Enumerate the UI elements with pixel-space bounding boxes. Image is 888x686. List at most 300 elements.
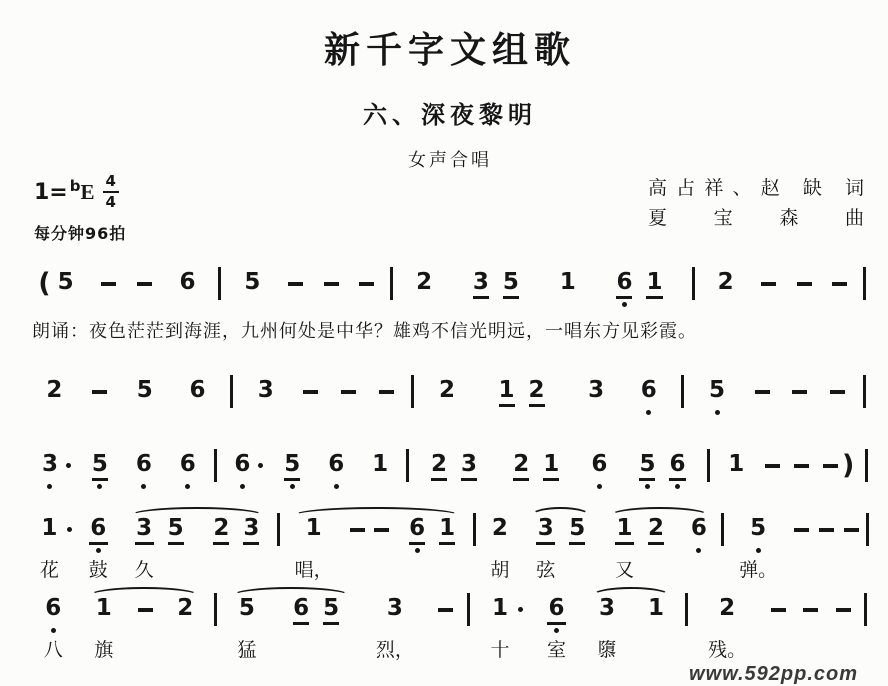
underline-spacer <box>439 404 455 407</box>
digit-glyph: 1 <box>728 451 745 477</box>
duration-dash <box>789 517 814 532</box>
note <box>577 453 621 489</box>
digit-glyph: 2 <box>717 269 734 295</box>
note <box>162 271 213 307</box>
eighth-underline <box>89 542 108 545</box>
score-line <box>26 441 874 489</box>
note <box>166 453 210 489</box>
duration-dash <box>794 597 826 612</box>
digit-glyph: 5 <box>91 451 108 477</box>
barline-glyph <box>214 593 217 626</box>
digit-glyph: 1 <box>491 595 508 621</box>
song-subtitle: 六、深夜黎明 <box>363 103 537 129</box>
lyric: 十 <box>490 640 510 661</box>
ensemble-label: 女声合唱 <box>408 150 492 170</box>
eighth-underline <box>473 296 489 299</box>
note <box>358 453 402 489</box>
digit-glyph: 1 <box>41 515 58 541</box>
eighth-underline <box>135 542 154 545</box>
note <box>220 453 270 489</box>
lyric: 隳 <box>597 640 617 661</box>
barline-glyph <box>865 449 868 482</box>
digit-glyph: 2 <box>439 377 456 403</box>
augmentation-dot <box>258 463 263 468</box>
digit-glyph: 5 <box>238 595 255 621</box>
octave-dot-spacer <box>734 484 739 489</box>
note-digit <box>662 453 692 489</box>
dash-glyph <box>797 282 812 286</box>
digit-glyph: 2 <box>416 269 433 295</box>
underline-spacer <box>591 478 607 481</box>
octave-dot-spacer <box>445 548 450 553</box>
close-paren: ) <box>842 450 855 481</box>
digit-glyph: 5 <box>709 377 726 403</box>
barline-glyph <box>692 267 695 300</box>
score-line <box>26 367 874 415</box>
lyric: 八 <box>43 640 63 661</box>
slur-group <box>600 517 719 583</box>
digit-glyph: 1 <box>439 515 456 541</box>
octave-dot-spacer <box>142 410 147 415</box>
meta-row <box>26 174 874 244</box>
barline-glyph <box>390 267 393 300</box>
duration-dash <box>751 271 787 286</box>
note <box>28 268 91 307</box>
duration-dash <box>330 379 368 394</box>
duration-dash <box>839 517 864 532</box>
barline-glyph <box>473 513 476 546</box>
augmentation-dot <box>67 527 72 532</box>
barline <box>462 597 475 626</box>
octave-dot-spacer <box>183 628 188 633</box>
notation-line-2 <box>26 367 874 415</box>
note-digit <box>172 271 202 307</box>
octave-dot-spacer <box>652 302 657 307</box>
note <box>582 597 633 663</box>
eighth-underline <box>92 478 108 481</box>
lyric: 弦 <box>536 560 556 581</box>
duration-dash <box>781 379 819 394</box>
low-octave-dot <box>334 484 339 489</box>
eighth-underline <box>293 622 309 625</box>
dash-glyph <box>771 608 786 612</box>
eighth-underline <box>284 478 300 481</box>
dash-glyph <box>303 390 318 394</box>
note-digit <box>641 517 671 553</box>
underline-spacer <box>372 478 388 481</box>
octave-dot-spacer <box>392 628 397 633</box>
digit-glyph: 6 <box>591 451 608 477</box>
low-octave-dot <box>141 484 146 489</box>
underline-spacer <box>46 404 62 407</box>
low-octave-dot <box>675 484 680 489</box>
eighth-underline <box>639 478 655 481</box>
octave-dot-spacer <box>263 410 268 415</box>
octave-dot-spacer <box>445 410 450 415</box>
digit-glyph: 3 <box>460 451 477 477</box>
dash-glyph <box>138 608 153 612</box>
octave-dot-spacer <box>378 484 383 489</box>
digit-glyph: 3 <box>243 515 260 541</box>
duration-dash <box>278 271 314 286</box>
slur-group <box>79 597 210 663</box>
eighth-underline <box>243 542 259 545</box>
underline-spacer <box>490 622 509 625</box>
underline-spacer <box>560 296 576 299</box>
underline-spacer <box>42 478 58 481</box>
dash-glyph <box>92 390 107 394</box>
note <box>700 271 751 307</box>
flat-sign: b <box>69 177 81 195</box>
note-digit <box>33 517 66 583</box>
augmentation-dot <box>66 463 71 468</box>
octave-dot-spacer <box>478 302 483 307</box>
key-tonic: E <box>80 179 95 204</box>
note-digit <box>684 517 714 553</box>
beam-group <box>495 453 577 489</box>
note-digit <box>288 517 340 583</box>
digit-glyph: 1 <box>95 595 112 621</box>
lyric: 室 <box>546 640 566 661</box>
octave-dot-spacer <box>195 410 200 415</box>
digit-glyph: 6 <box>189 377 206 403</box>
duration-dash <box>81 379 119 394</box>
underline-spacer <box>177 622 193 625</box>
beam-group <box>413 453 495 489</box>
digit-glyph: 6 <box>45 595 62 621</box>
digit-glyph: 3 <box>257 377 274 403</box>
score-line <box>26 259 874 307</box>
octave-dot-spacer <box>436 484 441 489</box>
barline <box>856 379 871 408</box>
octave-dot-spacer <box>519 484 524 489</box>
note-digit <box>639 271 669 307</box>
note-digit <box>321 453 351 489</box>
barline <box>686 271 700 300</box>
duration-dash <box>787 271 823 286</box>
note-digit <box>608 517 641 583</box>
dash-glyph <box>794 464 809 468</box>
digit-glyph: 2 <box>213 515 230 541</box>
underline-spacer <box>709 404 725 407</box>
dash-glyph <box>832 282 847 286</box>
note <box>28 379 81 415</box>
barline-glyph <box>681 375 684 408</box>
barline <box>402 453 413 482</box>
note-digit <box>402 517 432 553</box>
note-digit <box>483 597 516 663</box>
barline-glyph <box>467 593 470 626</box>
beam-group <box>120 517 199 583</box>
digit-glyph: 1 <box>543 451 560 477</box>
note <box>531 597 582 663</box>
eighth-underline <box>669 478 685 481</box>
slur-group <box>582 597 680 663</box>
lyric: 烈， <box>375 640 414 661</box>
dash-glyph <box>765 464 780 468</box>
lyric: 残。 <box>708 640 747 661</box>
note <box>399 271 450 307</box>
note-digit <box>496 271 526 307</box>
duration-dash <box>762 597 794 612</box>
digit-glyph: 2 <box>528 377 545 403</box>
duration-dash <box>313 271 349 286</box>
note <box>283 517 345 583</box>
underline-spacer <box>40 542 59 545</box>
underline-spacer <box>728 478 744 481</box>
octave-dot-spacer <box>47 548 52 553</box>
time-signature <box>103 174 119 210</box>
note <box>542 271 593 307</box>
note <box>478 517 521 583</box>
underline-spacer <box>598 622 617 625</box>
digit-glyph: 1 <box>498 377 515 403</box>
digit-glyph: 6 <box>616 269 633 295</box>
digit-glyph: 3 <box>386 595 403 621</box>
octave-dot-spacer <box>311 548 316 553</box>
octave-dot-spacer <box>549 484 554 489</box>
beam-group <box>521 517 600 583</box>
slur-group <box>283 517 470 583</box>
notation-line-3 <box>26 441 874 489</box>
note <box>78 453 122 489</box>
barline <box>859 597 872 626</box>
note-digit <box>128 517 161 583</box>
digit-glyph: 3 <box>537 515 554 541</box>
underline-spacer <box>490 542 509 545</box>
octave-dot-spacer <box>508 302 513 307</box>
barline <box>704 453 715 482</box>
note-digit <box>161 517 191 553</box>
score-line <box>26 505 874 583</box>
note <box>421 379 474 415</box>
barline-glyph <box>863 375 866 408</box>
dash-glyph <box>324 282 339 286</box>
note <box>714 453 758 489</box>
underline-spacer <box>136 478 152 481</box>
slur-group <box>120 517 275 583</box>
barline <box>861 453 872 482</box>
lyric: 鼓 <box>88 560 108 581</box>
eighth-underline <box>529 404 545 407</box>
digit-glyph: 3 <box>136 515 153 541</box>
duration-dash <box>367 379 405 394</box>
note <box>28 597 79 663</box>
low-octave-dot <box>240 484 245 489</box>
note-digit <box>721 453 751 489</box>
barline <box>470 517 478 546</box>
octave-dot-spacer <box>219 548 224 553</box>
digit-glyph: 2 <box>430 451 447 477</box>
note-digit <box>39 379 69 415</box>
note-digit <box>553 271 583 307</box>
note-digit <box>236 517 266 553</box>
note <box>239 379 292 415</box>
barline <box>864 517 872 546</box>
underline-spacer <box>739 542 777 545</box>
note-digit <box>286 597 316 633</box>
note <box>122 453 166 489</box>
note <box>28 517 77 583</box>
lyric: 胡 <box>490 560 510 581</box>
page-title: 新千字文组歌 <box>323 30 576 70</box>
dash-glyph <box>830 390 845 394</box>
octave-dot-spacer <box>244 628 249 633</box>
lyric: 花 <box>39 560 59 581</box>
eighth-underline <box>168 542 184 545</box>
octave-dot-spacer <box>622 548 627 553</box>
note <box>79 597 130 663</box>
underline-spacer <box>376 622 414 625</box>
octave-dot-spacer <box>63 302 68 307</box>
eighth-underline <box>513 478 529 481</box>
digit-glyph: 6 <box>409 515 426 541</box>
note-digit <box>182 379 212 415</box>
eighth-underline <box>648 542 664 545</box>
watermark-row <box>26 663 874 686</box>
eighth-underline <box>499 404 515 407</box>
eighth-underline <box>569 542 585 545</box>
digit-glyph: 6 <box>293 595 310 621</box>
beam-group <box>593 271 686 307</box>
note <box>692 597 762 663</box>
note <box>622 379 675 415</box>
digit-glyph: 1 <box>305 515 322 541</box>
low-octave-dot <box>756 548 761 553</box>
duration-dash <box>758 453 787 468</box>
note-digit <box>365 453 395 489</box>
dash-glyph <box>844 528 859 532</box>
notation-line-1 <box>26 259 874 307</box>
digit-glyph: 6 <box>640 377 657 403</box>
dash-glyph <box>438 608 453 612</box>
digit-glyph: 6 <box>135 451 152 477</box>
low-octave-dot <box>646 410 651 415</box>
octave-dot-spacer <box>654 548 659 553</box>
note-digit <box>432 517 462 553</box>
dash-glyph <box>823 464 838 468</box>
dash-glyph <box>792 390 807 394</box>
octave-dot-spacer <box>605 628 610 633</box>
note-digit <box>369 597 421 663</box>
barline-glyph <box>277 513 280 546</box>
note <box>360 597 430 663</box>
note <box>632 597 680 633</box>
duration-dash <box>349 271 385 286</box>
note-digit <box>483 517 516 583</box>
low-octave-dot <box>715 410 720 415</box>
note-digit <box>51 271 81 307</box>
duration-dash <box>787 453 816 468</box>
eighth-underline <box>431 478 447 481</box>
dash-glyph <box>101 282 116 286</box>
eighth-underline <box>615 542 634 545</box>
note <box>28 453 78 489</box>
digit-glyph: 5 <box>244 269 261 295</box>
octave-dot-spacer <box>466 484 471 489</box>
key-prefix: 1= <box>34 179 68 205</box>
underline-spacer <box>588 404 604 407</box>
note-digit <box>732 517 784 583</box>
low-octave-dot <box>645 484 650 489</box>
underline-spacer <box>137 404 153 407</box>
low-octave-dot <box>554 628 559 633</box>
digit-glyph: 3 <box>41 451 58 477</box>
low-octave-dot <box>97 484 102 489</box>
digit-glyph: 6 <box>234 451 251 477</box>
dash-glyph <box>359 282 374 286</box>
dash-glyph <box>803 608 818 612</box>
barline <box>405 379 420 408</box>
underline-spacer <box>189 404 205 407</box>
note-digit <box>316 597 346 633</box>
beam-group <box>473 379 569 415</box>
digit-glyph: 3 <box>588 377 605 403</box>
note-digit <box>522 379 552 415</box>
note-digit <box>536 453 566 489</box>
digit-glyph: 1 <box>646 269 663 295</box>
note-digit <box>702 379 732 415</box>
underline-spacer <box>234 478 250 481</box>
octave-dot-spacer <box>173 548 178 553</box>
duration-dash <box>827 597 859 612</box>
barline <box>210 453 221 482</box>
low-octave-dot <box>185 484 190 489</box>
octave-dot-spacer <box>594 410 599 415</box>
octave-dot-spacer <box>497 548 502 553</box>
note-digit <box>466 271 496 307</box>
underline-spacer <box>179 296 195 299</box>
barline-glyph <box>685 593 688 626</box>
digit-glyph: 5 <box>136 377 153 403</box>
underline-spacer <box>295 542 333 545</box>
lyric: 唱， <box>294 560 333 581</box>
note-digit <box>227 453 257 489</box>
note <box>171 379 224 415</box>
lyric: 久 <box>134 560 154 581</box>
note-digit <box>581 379 611 415</box>
digit-glyph: 1 <box>648 595 665 621</box>
dash-glyph <box>836 608 851 612</box>
note-digit <box>634 379 664 415</box>
dash-glyph <box>794 528 809 532</box>
lyric: 猛 <box>237 640 257 661</box>
digit-glyph: 2 <box>719 595 736 621</box>
note-digit <box>540 597 573 663</box>
underline-spacer <box>416 296 432 299</box>
lyric: 旗 <box>94 640 114 661</box>
note <box>77 517 120 583</box>
digit-glyph: 1 <box>559 269 576 295</box>
low-octave-dot <box>622 302 627 307</box>
beam-group <box>272 597 360 633</box>
eighth-underline <box>461 478 477 481</box>
open-paren: ( <box>38 268 51 299</box>
octave-dot-spacer <box>565 302 570 307</box>
octave-dot-spacer <box>543 548 548 553</box>
barline-glyph <box>411 375 414 408</box>
underline-spacer <box>58 296 74 299</box>
octave-dot-spacer <box>52 410 57 415</box>
eighth-underline <box>646 296 662 299</box>
note-digit <box>584 453 614 489</box>
lyric: 又 <box>615 560 635 581</box>
digit-glyph: 5 <box>502 269 519 295</box>
duration-dash <box>127 271 163 286</box>
digit-glyph: 2 <box>513 451 530 477</box>
dash-glyph <box>379 390 394 394</box>
digit-glyph: 5 <box>57 269 74 295</box>
